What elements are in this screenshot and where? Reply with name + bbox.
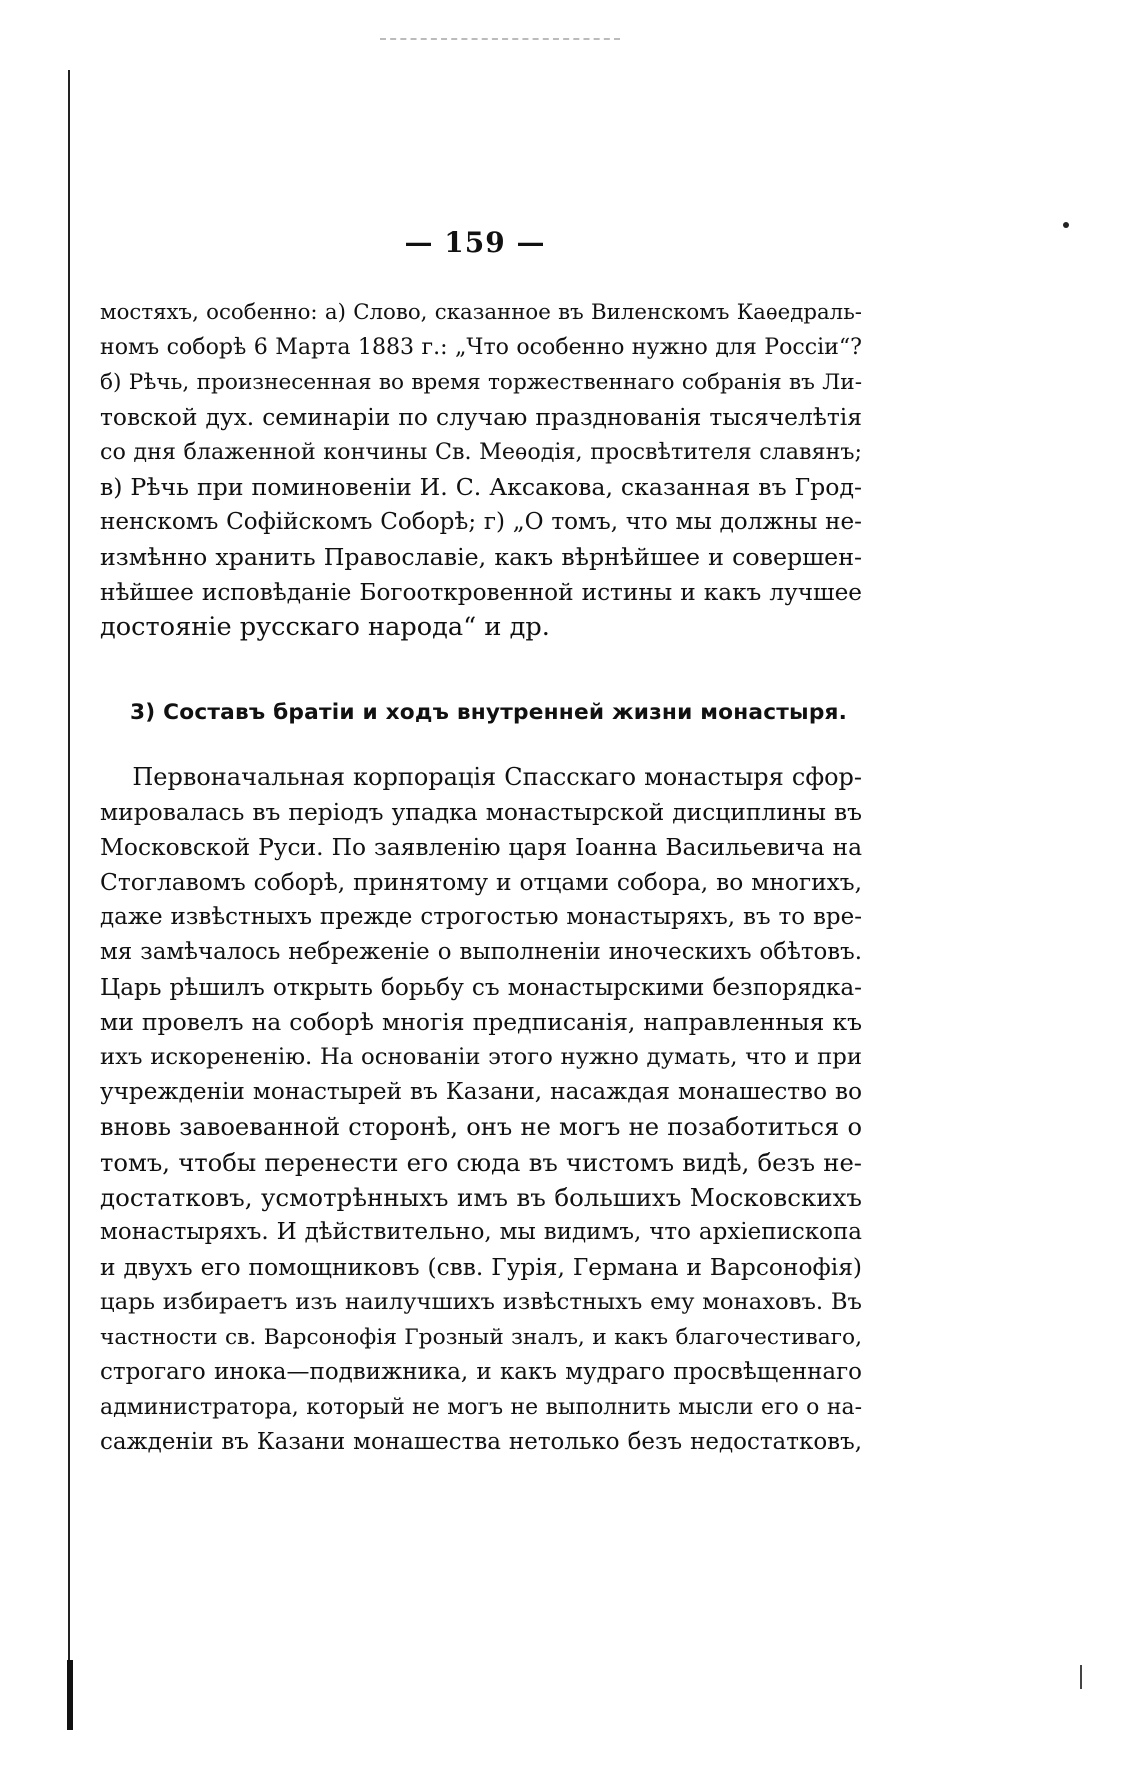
text-line: номъ соборѣ 6 Марта 1883 г.: „Что особенно нужно для Россіи“? bbox=[100, 335, 862, 360]
text-line: измѣнно хранить Православіе, какъ вѣрнѣйшее и совершен- bbox=[100, 543, 862, 571]
page-number: — 159 — bbox=[404, 226, 546, 259]
text-line: строгаго инока—подвижника, и какъ мудраго просвѣщеннаго bbox=[100, 1359, 862, 1385]
text-line: ихъ искорененію. На основаніи этого нужно думать, что и при bbox=[100, 1044, 862, 1070]
text-line: мировалась въ періодъ упадка монастырской дисциплины въ bbox=[100, 798, 862, 826]
text-line: товской дух. семинаріи по случаю празднованія тысячелѣтія bbox=[100, 403, 862, 431]
text-line: Стоглавомъ соборѣ, принятому и отцами собора, во многихъ, bbox=[100, 869, 862, 896]
text-line: вновь завоеванной сторонѣ, онъ не могъ не позаботиться о bbox=[100, 1113, 862, 1141]
paragraph-body bbox=[100, 760, 862, 1460]
text-line: в) Рѣчь при поминовеніи И. С. Аксакова, сказанная въ Грод- bbox=[100, 473, 862, 501]
text-line: и двухъ его помощниковъ (свв. Гурія, Германа и Варсонофія) bbox=[100, 1254, 862, 1281]
scan-specks bbox=[380, 38, 620, 43]
text-line: со дня блаженной кончины Св. Меѳодія, просвѣтителя славянъ; bbox=[100, 439, 862, 465]
text-line: администратора, который не могъ не выполнить мысли его о на- bbox=[100, 1395, 862, 1420]
text-line: ми провелъ на соборѣ многія предписанія, направленныя къ bbox=[100, 1008, 862, 1036]
scan-dot bbox=[1063, 222, 1069, 228]
text-line: даже извѣстныхъ прежде строгостью монастыряхъ, въ то вре- bbox=[100, 904, 862, 930]
binding-edge-bottom bbox=[67, 1660, 73, 1730]
text-line: монастыряхъ. И дѣйствительно, мы видимъ, что архіепископа bbox=[100, 1219, 862, 1245]
binding-edge bbox=[68, 70, 70, 1730]
text-line: частности св. Варсонофія Грозный зналъ, и какъ благочестиваго, bbox=[100, 1325, 862, 1350]
text-line: нѣйшее исповѣданіе Богооткровенной истины и какъ лучшее bbox=[100, 579, 862, 606]
text-line: достатковъ, усмотрѣнныхъ имъ въ большихъ Московскихъ bbox=[100, 1183, 862, 1212]
section-heading: 3) Составъ братіи и ходъ внутренней жизни монастыря. bbox=[130, 700, 848, 725]
text-line: сажденіи въ Казани монашества нетолько безъ недостатковъ, bbox=[100, 1429, 862, 1455]
paragraph-continued bbox=[100, 295, 862, 645]
text-line: достояніе русскаго народа“ и др. bbox=[100, 612, 550, 642]
text-line: б) Рѣчь, произнесенная во время торжественнаго собранія въ Ли- bbox=[100, 370, 862, 395]
text-line: Первоначальная корпорація Спасскаго монастыря сфор- bbox=[100, 763, 862, 791]
text-line: томъ, чтобы перенести его сюда въ чистомъ видѣ, безъ не- bbox=[100, 1148, 862, 1177]
scan-mark bbox=[1080, 1665, 1082, 1689]
text-line: учрежденіи монастырей въ Казани, насаждая монашество во bbox=[100, 1079, 862, 1105]
text-line: царь избираетъ изъ наилучшихъ извѣстныхъ ему монаховъ. Въ bbox=[100, 1289, 862, 1315]
text-line: Московской Руси. По заявленію царя Іоанна Васильевича на bbox=[100, 833, 862, 861]
text-line: мя замѣчалось небреженіе о выполненіи иноческихъ обѣтовъ. bbox=[100, 939, 862, 965]
text-line: ненскомъ Софійскомъ Соборѣ; г) „О томъ, что мы должны не- bbox=[100, 509, 862, 535]
text-line: мостяхъ, особенно: а) Слово, сказанное въ Виленскомъ Каѳедраль- bbox=[100, 300, 862, 325]
text-line: Царь рѣшилъ открыть борьбу съ монастырскими безпорядка- bbox=[100, 974, 862, 1001]
